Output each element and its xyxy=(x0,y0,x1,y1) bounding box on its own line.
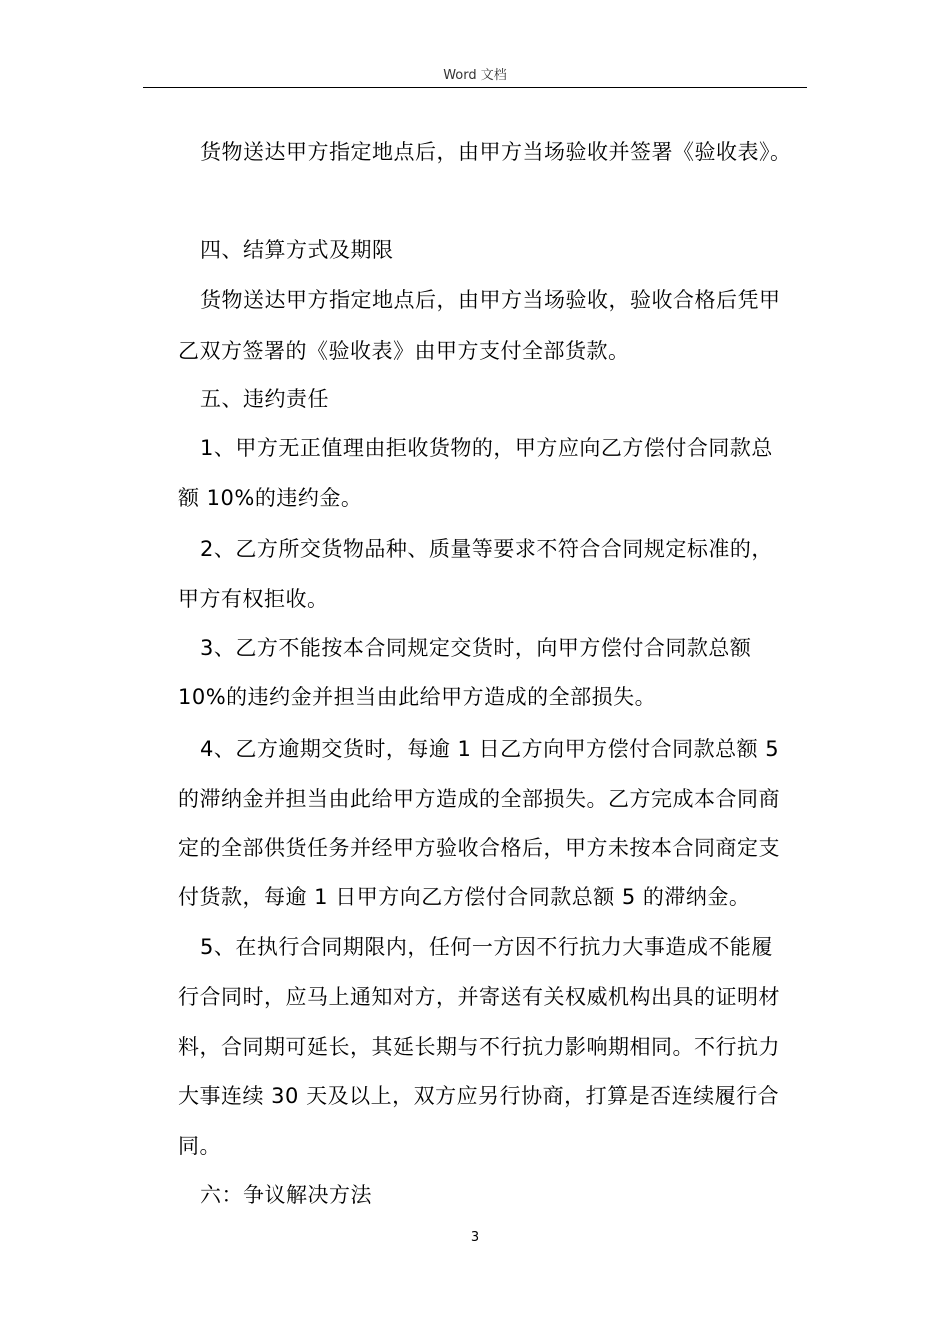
paragraph-line: 定的全部供货任务并经甲方验收合格后，甲方未按本合同商定支 xyxy=(178,836,780,860)
header-title: Word 文档 xyxy=(443,68,507,83)
section-heading: 四、结算方式及期限 xyxy=(200,238,394,262)
section-heading: 五、违约责任 xyxy=(200,387,329,411)
paragraph-line: 料，合同期可延长，其延长期与不行抗力影响期相同。不行抗力 xyxy=(178,1035,780,1059)
paragraph-line: 乙双方签署的《验收表》由甲方支付全部货款。 xyxy=(178,339,630,363)
paragraph-line: 1、甲方无正值理由拒收货物的，甲方应向乙方偿付合同款总 xyxy=(200,436,773,460)
paragraph-line: 5、在执行合同期限内，任何一方因不行抗力大事造成不能履 xyxy=(200,935,773,959)
paragraph-line: 行合同时，应马上通知对方，并寄送有关权威机构出具的证明材 xyxy=(178,985,780,1009)
paragraph-line: 2、乙方所交货物品种、质量等要求不符合合同规定标准的， xyxy=(200,537,773,561)
section-heading: 六：争议解决方法 xyxy=(200,1183,372,1207)
paragraph-line: 货物送达甲方指定地点后，由甲方当场验收，验收合格后凭甲 xyxy=(200,288,781,312)
page-number: 3 xyxy=(470,1230,480,1245)
paragraph-line: 3、乙方不能按本合同规定交货时，向甲方偿付合同款总额 xyxy=(200,636,752,660)
paragraph-line: 货物送达甲方指定地点后，由甲方当场验收并签署《验收表》。 xyxy=(200,140,792,164)
header-divider xyxy=(143,87,807,88)
paragraph-line: 额 10%的违约金。 xyxy=(178,486,363,510)
paragraph-line: 甲方有权拒收。 xyxy=(178,587,329,611)
paragraph-line: 付货款，每逾 1 日甲方向乙方偿付合同款总额 5 的滞纳金。 xyxy=(178,885,751,909)
paragraph-line: 10%的违约金并担当由此给甲方造成的全部损失。 xyxy=(178,685,657,709)
paragraph-line: 4、乙方逾期交货时，每逾 1 日乙方向甲方偿付合同款总额 5 xyxy=(200,737,780,761)
paragraph-line: 同。 xyxy=(178,1134,221,1158)
paragraph-line: 大事连续 30 天及以上，双方应另行协商，打算是否连续履行合 xyxy=(178,1084,780,1108)
paragraph-line: 的滞纳金并担当由此给甲方造成的全部损失。乙方完成本合同商 xyxy=(178,787,780,811)
